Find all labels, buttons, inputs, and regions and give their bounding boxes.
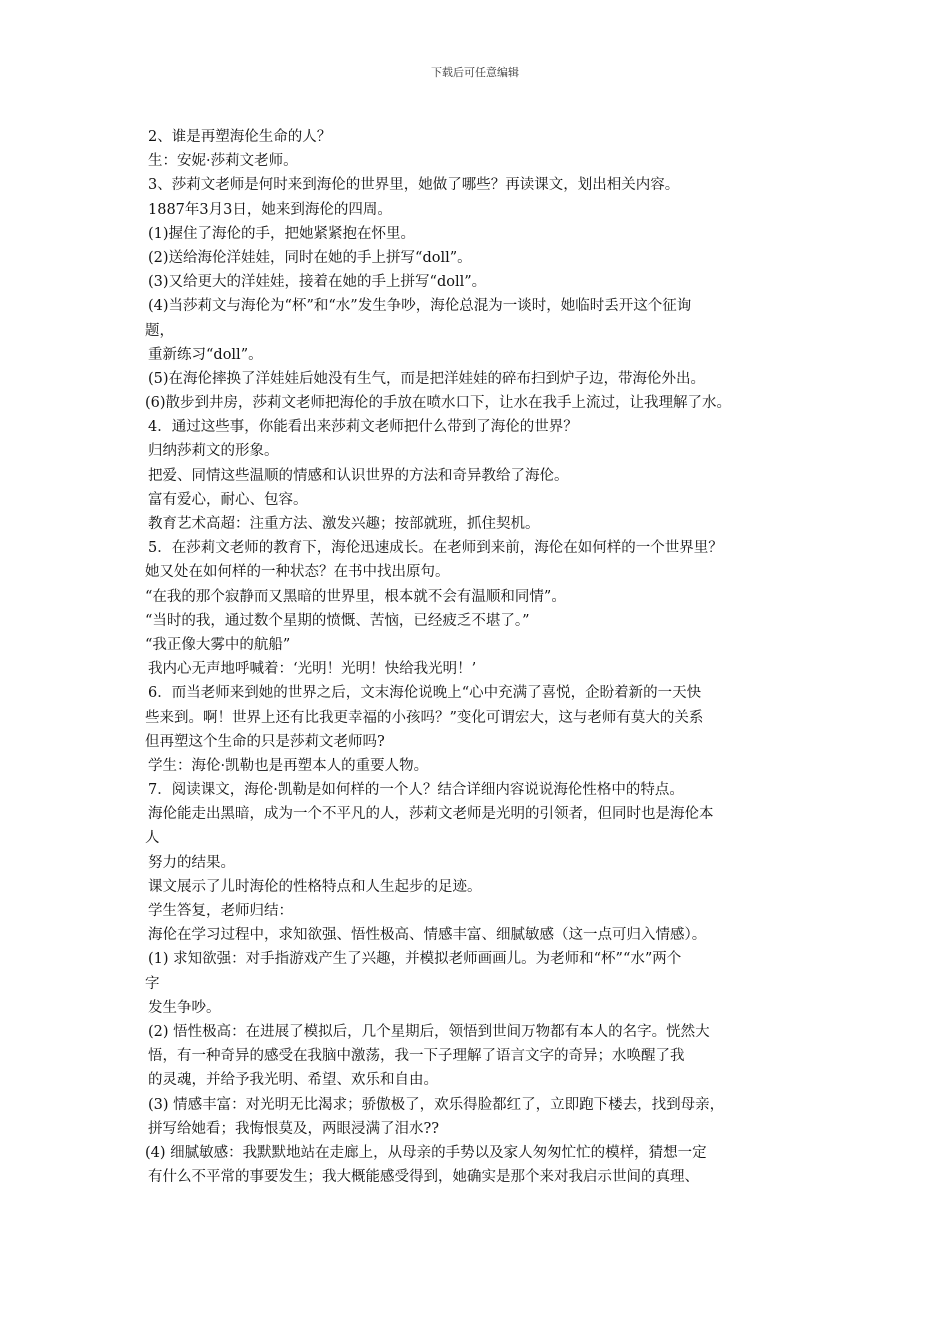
text-line: “在我的那个寂静而又黑暗的世界里，根本就不会有温顺和同情”。 bbox=[145, 588, 566, 605]
text-line: 5．在莎莉文老师的教育下，海伦迅速成长。在老师到来前，海伦在如何样的一个世界里？ bbox=[148, 540, 723, 557]
text-line: 4．通过这些事，你能看出来莎莉文老师把什么带到了海伦的世界？ bbox=[148, 419, 578, 436]
text-line: 把爱、同情这些温顺的情感和认识世界的方法和奇异教给了海伦。 bbox=[148, 467, 569, 484]
text-line: 的灵魂，并给予我光明、希望、欢乐和自由。 bbox=[148, 1072, 438, 1089]
page-header: 下载后可任意编辑 bbox=[431, 66, 519, 79]
text-line: 教育艺术高超：注重方法、激发兴趣；按部就班，抓住契机。 bbox=[148, 516, 540, 532]
text-line: (2)送给海伦洋娃娃，同时在她的手上拼写“doll”。 bbox=[148, 249, 472, 266]
text-line: 她又处在如何样的一种状态？在书中找出原句。 bbox=[145, 564, 450, 581]
text-line: (5)在海伦摔换了洋娃娃后她没有生气，而是把洋娃娃的碎布扫到炉子边，带海伦外出。 bbox=[148, 370, 706, 387]
text-line: 归纳莎莉文的形象。 bbox=[148, 443, 279, 460]
text-line: 重新练习“doll”。 bbox=[148, 346, 263, 363]
text-line: “我正像大雾中的航船” bbox=[145, 636, 291, 653]
text-line: (4)当莎莉文与海伦为“杯”和“水”发生争吵，海伦总混为一谈时，她临时丢开这个征询 bbox=[148, 298, 692, 315]
text-line: 富有爱心，耐心、包容。 bbox=[148, 491, 308, 508]
text-line: 1887年3月3日，她来到海伦的四周。 bbox=[148, 201, 392, 218]
text-line: 2、谁是再塑海伦生命的人？ bbox=[148, 129, 332, 145]
text-line: (4) 细腻敏感：我默默地站在走廊上，从母亲的手势以及家人匆匆忙忙的模样，猜想一定 bbox=[145, 1144, 707, 1161]
text-line: 6．而当老师来到她的世界之后，文末海伦说晚上“心中充满了喜悦，企盼着新的一天快 bbox=[148, 685, 702, 702]
text-line: (2) 悟性极高：在进展了模拟后，几个星期后，领悟到世间万物都有本人的名字。恍然大 bbox=[148, 1023, 710, 1040]
text-line: 努力的结果。 bbox=[148, 854, 235, 871]
text-line: (6)散步到井房，莎莉文老师把海伦的手放在喷水口下，让水在我手上流过，让我理解了水。 bbox=[145, 395, 732, 412]
text-line: 有什么不平常的事要发生；我大概能感受得到，她确实是那个来对我启示世间的真理、 bbox=[148, 1169, 699, 1186]
text-line: 我内心无声地呼喊着：‘光明！光明！快给我光明！’ bbox=[148, 661, 477, 678]
text-line: 7．阅读课文，海伦·凯勒是如何样的一个人？结合详细内容说说海伦性格中的特点。 bbox=[148, 782, 684, 799]
text-line: 但再塑这个生命的只是莎莉文老师吗? bbox=[145, 733, 385, 750]
document-body bbox=[145, 125, 825, 1189]
text-line: 海伦能走出黑暗，成为一个不平凡的人，莎莉文老师是光明的引领者，但同时也是海伦本 bbox=[148, 806, 714, 823]
text-line: 拼写给她看；我悔恨莫及，两眼浸满了泪水?? bbox=[148, 1120, 440, 1137]
text-line: 人 bbox=[145, 830, 160, 847]
text-line: 生：安妮·莎莉文老师。 bbox=[148, 153, 298, 170]
text-line: 3、莎莉文老师是何时来到海伦的世界里，她做了哪些？再读课文，划出相关内容。 bbox=[148, 177, 680, 194]
text-line: 字 bbox=[145, 975, 160, 992]
text-line: 题， bbox=[145, 322, 174, 339]
text-line: (1) 求知欲强：对手指游戏产生了兴趣，并模拟老师画画儿。为老师和“杯”“水”两个 bbox=[148, 951, 682, 968]
text-line: 悟，有一种奇异的感受在我脑中激荡，我一下子理解了语言文字的奇异；水唤醒了我 bbox=[148, 1048, 685, 1065]
text-line: 发生争吵。 bbox=[148, 999, 221, 1016]
text-line: (3)又给更大的洋娃娃，接着在她的手上拼写“doll”。 bbox=[148, 274, 487, 291]
text-line: 些来到。啊！世界上还有比我更幸福的小孩吗？”变化可谓宏大，这与老师有莫大的关系 bbox=[145, 709, 704, 726]
text-line: (3) 情感丰富：对光明无比渴求；骄傲极了，欢乐得脸都红了，立即跑下楼去，找到母亲， bbox=[148, 1096, 725, 1113]
text-line: 学生：海伦·凯勒也是再塑本人的重要人物。 bbox=[148, 757, 429, 774]
text-line: 学生答复，老师归结： bbox=[148, 903, 293, 919]
text-line: 海伦在学习过程中，求知欲强、悟性极高、情感丰富、细腻敏感（这一点可归入情感）。 bbox=[148, 927, 707, 944]
text-line: (1)握住了海伦的手，把她紧紧抱在怀里。 bbox=[148, 225, 416, 242]
text-line: 课文展示了儿时海伦的性格特点和人生起步的足迹。 bbox=[148, 878, 482, 895]
text-line: “当时的我，通过数个星期的愤慨、苦恼，已经疲乏不堪了。” bbox=[145, 612, 530, 629]
